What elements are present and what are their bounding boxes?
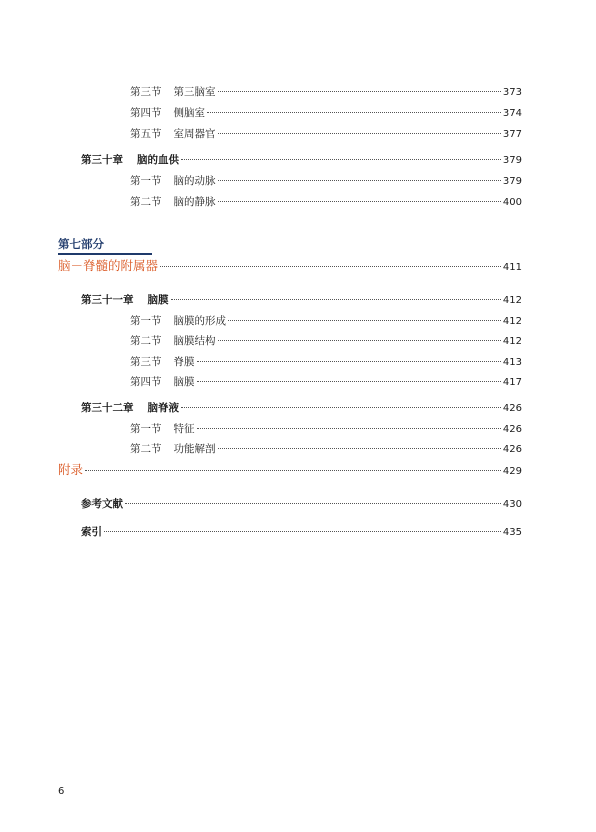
page-number: 377 xyxy=(502,129,522,140)
dot-leader xyxy=(218,448,501,449)
toc-entry[interactable] xyxy=(130,355,522,370)
toc-chapter-entry[interactable] xyxy=(81,153,522,168)
chapter-title: 脑的血供 xyxy=(137,154,179,166)
dot-leader xyxy=(197,428,501,429)
toc-entry[interactable] xyxy=(130,422,522,437)
chapter-number: 第三十二章 xyxy=(81,402,134,414)
toc-entry[interactable] xyxy=(130,314,522,329)
page-number: 412 xyxy=(502,336,522,347)
section-title: 脑膜的形成 xyxy=(173,315,226,327)
page-number: 374 xyxy=(502,108,522,119)
section-title: 室周器官 xyxy=(173,128,216,140)
toc-entry[interactable] xyxy=(130,334,522,349)
section-number: 第五节 xyxy=(130,128,162,140)
toc-chapter-entry[interactable] xyxy=(81,401,522,416)
section-title: 特征 xyxy=(173,423,195,435)
toc-part-entry[interactable] xyxy=(58,259,522,275)
dot-leader xyxy=(85,470,501,471)
references-title: 参考文献 xyxy=(81,498,123,510)
toc-entry[interactable] xyxy=(130,85,522,100)
section-title: 脑膜 xyxy=(173,376,195,388)
toc-entry[interactable] xyxy=(130,174,522,189)
page-number: 400 xyxy=(502,197,522,208)
part-title: 脑－脊髓的附属器 xyxy=(58,258,159,273)
section-number: 第一节 xyxy=(130,423,162,435)
section-number: 第二节 xyxy=(130,196,162,208)
section-title: 脑的静脉 xyxy=(173,196,216,208)
dot-leader xyxy=(218,340,501,341)
toc-references-entry[interactable] xyxy=(81,497,522,512)
chapter-number: 第三十一章 xyxy=(81,294,134,306)
page-number: 417 xyxy=(502,377,522,388)
page-number: 429 xyxy=(502,466,522,477)
dot-leader xyxy=(171,299,501,300)
section-number: 第三节 xyxy=(130,86,162,98)
section-number: 第四节 xyxy=(130,107,162,119)
toc-entry[interactable] xyxy=(130,442,522,457)
dot-leader xyxy=(218,133,501,134)
chapter-title: 脑膜 xyxy=(147,294,169,306)
dot-leader xyxy=(181,159,501,160)
chapter-title: 脑脊液 xyxy=(147,402,179,414)
section-title: 脊膜 xyxy=(173,356,195,368)
chapter-number: 第三十章 xyxy=(81,154,123,166)
page-number: 373 xyxy=(502,87,522,98)
dot-leader xyxy=(218,201,501,202)
page-number: 426 xyxy=(502,444,522,455)
section-number: 第三节 xyxy=(130,356,162,368)
section-number: 第一节 xyxy=(130,175,162,187)
toc-entry[interactable] xyxy=(130,106,522,121)
dot-leader xyxy=(197,361,501,362)
dot-leader xyxy=(207,112,501,113)
section-title: 第三脑室 xyxy=(173,86,216,98)
dot-leader xyxy=(218,91,501,92)
part-underline xyxy=(58,253,152,255)
dot-leader xyxy=(218,180,501,181)
page-number: 411 xyxy=(502,262,522,273)
section-title: 脑的动脉 xyxy=(173,175,216,187)
section-number: 第二节 xyxy=(130,335,162,347)
toc-index-entry[interactable] xyxy=(81,525,522,540)
section-number: 第四节 xyxy=(130,376,162,388)
part-label: 第七部分 xyxy=(58,237,104,251)
section-title: 脑膜结构 xyxy=(173,335,216,347)
toc-chapter-entry[interactable] xyxy=(81,293,522,308)
page-number: 412 xyxy=(502,295,522,306)
section-number: 第一节 xyxy=(130,315,162,327)
toc-entry[interactable] xyxy=(130,195,522,210)
appendix-title: 附录 xyxy=(58,462,84,477)
page-number: 430 xyxy=(502,499,522,510)
page-number: 426 xyxy=(502,424,522,435)
dot-leader xyxy=(197,381,501,382)
dot-leader xyxy=(228,320,501,321)
section-number: 第二节 xyxy=(130,443,162,455)
page-number: 435 xyxy=(502,527,522,538)
toc-entry[interactable] xyxy=(130,127,522,142)
section-title: 功能解剖 xyxy=(173,443,216,455)
section-title: 侧脑室 xyxy=(173,107,205,119)
page-number: 379 xyxy=(502,176,522,187)
dot-leader xyxy=(104,531,501,532)
toc-entry[interactable] xyxy=(130,375,522,390)
page-number: 412 xyxy=(502,316,522,327)
page-number: 426 xyxy=(502,403,522,414)
dot-leader xyxy=(181,407,501,408)
page-number: 379 xyxy=(502,155,522,166)
dot-leader xyxy=(160,266,501,267)
page-number: 413 xyxy=(502,357,522,368)
dot-leader xyxy=(125,503,501,504)
index-title: 索引 xyxy=(81,526,102,538)
page-folio: 6 xyxy=(58,786,65,797)
toc-appendix-entry[interactable] xyxy=(58,463,522,479)
